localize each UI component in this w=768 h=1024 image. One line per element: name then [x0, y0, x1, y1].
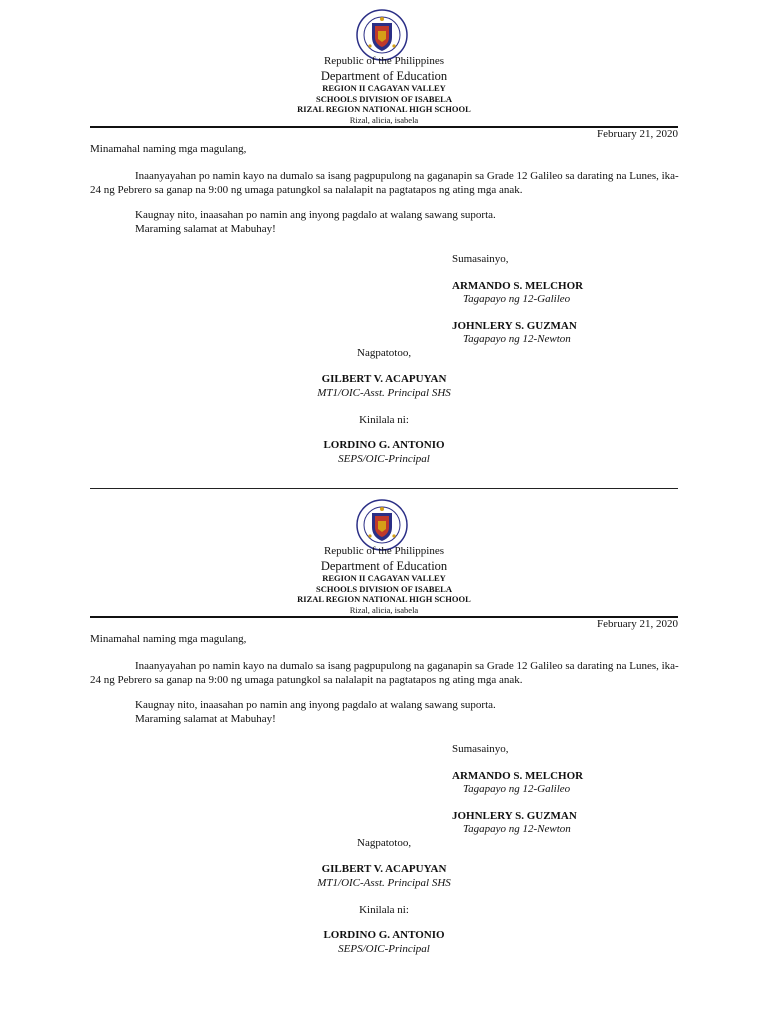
- address-line: Rizal, alicia, isabela: [349, 115, 419, 125]
- recommender-name: GILBERT V. ACAPUYAN: [321, 863, 447, 875]
- signer-1-name: ARMANDO S. MELCHOR: [452, 280, 584, 292]
- approver-title: SEPS/OIC-Principal: [338, 943, 430, 955]
- signer-2-name: JOHNLERY S. GUZMAN: [452, 320, 577, 332]
- department-line: Department of Education: [320, 69, 448, 83]
- recommend-label: Nagpatotoo,: [357, 347, 412, 359]
- closing: Sumasainyo,: [452, 743, 509, 755]
- division-line: SCHOOLS DIVISION OF ISABELA: [316, 94, 452, 104]
- body-paragraph-1: Inaanyayahan po namin kayo na dumalo sa isang pagpupulong na gaganapin sa Grade 12 Galileo sa darating na Lunes, ika-24 ng Pebrero sa ganap na 9:00 ng umaga patungkol sa nalalapit na pagtatapos ng ating mga anak.: [90, 660, 679, 686]
- body-paragraph-2: Kaugnay nito, inaasahan po namin ang inyong pagdalo at walang sawang suporta.: [135, 699, 496, 711]
- closing: Sumasainyo,: [452, 253, 509, 265]
- deped-seal-icon: [356, 499, 408, 551]
- region-line: REGION II CAGAYAN VALLEY: [322, 573, 446, 583]
- region-line: REGION II CAGAYAN VALLEY: [322, 83, 446, 93]
- signer-1-title: Tagapayo ng 12-Galileo: [463, 783, 571, 795]
- recommend-label: Nagpatotoo,: [357, 837, 412, 849]
- signer-2-title: Tagapayo ng 12-Newton: [463, 823, 571, 835]
- signer-2-name: JOHNLERY S. GUZMAN: [452, 810, 577, 822]
- header-rule: [90, 616, 678, 618]
- body-paragraph-1: Inaanyayahan po namin kayo na dumalo sa isang pagpupulong na gaganapin sa Grade 12 Galileo sa darating na Lunes, ika-24 ng Pebrero sa ganap na 9:00 ng umaga patungkol sa nalalapit na pagtatapos ng ating mga anak.: [90, 170, 679, 196]
- division-line: SCHOOLS DIVISION OF ISABELA: [316, 584, 452, 594]
- letter-date: February 21, 2020: [597, 128, 678, 140]
- recommender-name: GILBERT V. ACAPUYAN: [321, 373, 447, 385]
- recommender-title: MT1/OIC-Asst. Principal SHS: [317, 877, 451, 889]
- republic-line: Republic of the Philippines: [323, 55, 445, 67]
- salutation: Minamahal naming mga magulang,: [90, 633, 247, 645]
- recommender-title: MT1/OIC-Asst. Principal SHS: [317, 387, 451, 399]
- letter-date: February 21, 2020: [597, 618, 678, 630]
- signer-1-name: ARMANDO S. MELCHOR: [452, 770, 584, 782]
- deped-seal-icon: [356, 9, 408, 61]
- school-line: RIZAL REGION NATIONAL HIGH SCHOOL: [297, 594, 471, 604]
- approver-name: LORDINO G. ANTONIO: [323, 929, 445, 941]
- school-line: RIZAL REGION NATIONAL HIGH SCHOOL: [297, 104, 471, 114]
- header-rule: [90, 126, 678, 128]
- department-line: Department of Education: [320, 559, 448, 573]
- address-line: Rizal, alicia, isabela: [349, 605, 419, 615]
- signer-2-title: Tagapayo ng 12-Newton: [463, 333, 571, 345]
- approver-title: SEPS/OIC-Principal: [338, 453, 430, 465]
- republic-line: Republic of the Philippines: [323, 545, 445, 557]
- body-paragraph-3: Maraming salamat at Mabuhay!: [135, 223, 276, 235]
- cut-line: [90, 488, 678, 489]
- approved-label: Kinilala ni:: [359, 904, 409, 916]
- body-paragraph-2: Kaugnay nito, inaasahan po namin ang inyong pagdalo at walang sawang suporta.: [135, 209, 496, 221]
- body-paragraph-3: Maraming salamat at Mabuhay!: [135, 713, 276, 725]
- signer-1-title: Tagapayo ng 12-Galileo: [463, 293, 571, 305]
- approved-label: Kinilala ni:: [359, 414, 409, 426]
- approver-name: LORDINO G. ANTONIO: [323, 439, 445, 451]
- salutation: Minamahal naming mga magulang,: [90, 143, 247, 155]
